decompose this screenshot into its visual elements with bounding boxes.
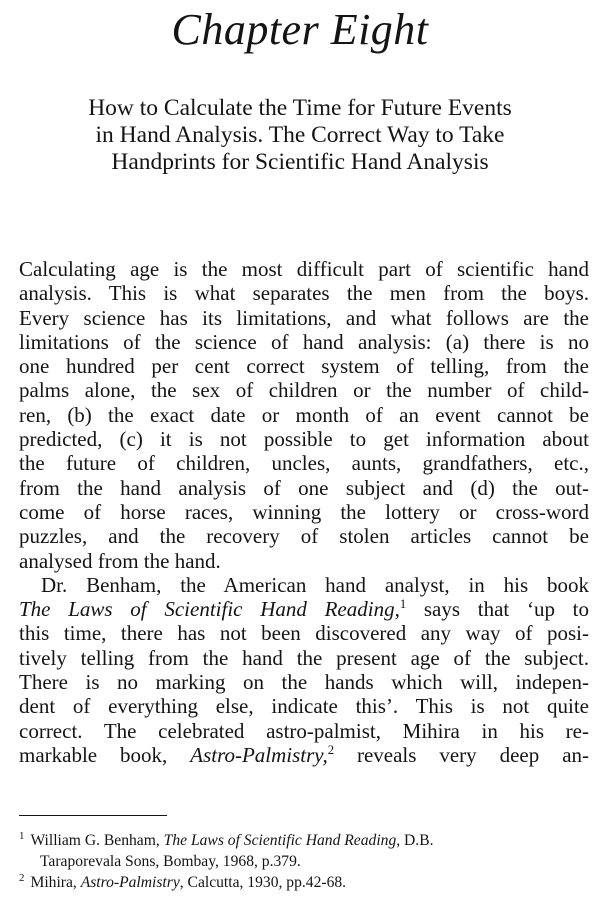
- book-title-astro-palmistry: Astro-Palmistry,: [190, 742, 328, 767]
- heading-line: Handprints for Scientific Hand Analysis: [111, 149, 489, 175]
- text-line: Dr. Benham, the American hand analyst, in his book: [41, 572, 589, 597]
- footnote-1-continued: Taraporevala Sons, Bombay, 1968, p.379.: [40, 853, 301, 870]
- text-line: correct. The celebrated astro-palmist, Mihira in his re-: [19, 718, 589, 743]
- footnote-title: Astro-Palmistry: [80, 874, 180, 891]
- text-line: this time, there has not been discovered any way of posi-: [19, 621, 589, 646]
- text-line: one hundred per cent correct system of telling, from the: [19, 354, 589, 379]
- footnote-ref-1: 1: [399, 597, 407, 612]
- footnote-author: Mihira,: [30, 874, 81, 891]
- footnote-mark: 1: [19, 829, 25, 842]
- text-line: limitations of the science of hand analysis: (a) there is no: [19, 329, 589, 354]
- text-line: predicted, (c) it is not possible to get information about: [19, 427, 589, 452]
- footnotes: [19, 830, 589, 893]
- body-text: [19, 257, 589, 767]
- chapter-heading: [20, 95, 580, 176]
- text-line: analysis. This is what separates the men from the boys.: [19, 281, 589, 306]
- footnote-text: , Calcutta, 1930, pp.42-68.: [179, 874, 347, 891]
- footnote-ref-2: 2: [327, 742, 335, 757]
- text-line: [19, 597, 589, 621]
- footnote-title: The Laws of Scientific Hand Reading: [163, 832, 397, 849]
- text-line: There is no marking on the hands which will, indepen-: [19, 670, 589, 695]
- text-line: from the hand analysis of one subject and (d) the out-: [19, 475, 589, 500]
- chapter-title: Chapter Eight: [171, 5, 429, 54]
- paragraph-2: [19, 573, 589, 767]
- heading-line: How to Calculate the Time for Future Events: [88, 95, 512, 121]
- footnote-text: , D.B.: [396, 832, 434, 849]
- text-fragment: says that ‘up to: [406, 597, 590, 622]
- text-fragment: markable book,: [19, 742, 191, 767]
- text-line: analysed from the hand.: [19, 548, 221, 573]
- text-line: Every science has its limitations, and what follows are the: [19, 305, 589, 330]
- footnote-author: William G. Benham,: [30, 832, 164, 849]
- footnote-2: [19, 872, 589, 893]
- text-line: the future of children, uncles, aunts, grandfathers, etc.,: [19, 451, 589, 476]
- footnote-1: [19, 830, 589, 851]
- text-line: puzzles, and the recovery of stolen articles cannot be: [19, 524, 589, 549]
- paragraph-1: [19, 257, 589, 573]
- text-line: ren, (b) the exact date or month of an event cannot be: [19, 402, 589, 427]
- text-line: dent of everything else, indicate this’. This is not quite: [19, 694, 589, 719]
- text-fragment: reveals very deep an-: [334, 742, 590, 767]
- book-title-benham: The Laws of Scientific Hand Reading,: [19, 597, 400, 622]
- footnote-mark: 2: [19, 871, 25, 884]
- heading-line: in Hand Analysis. The Correct Way to Take: [95, 122, 505, 148]
- text-line: [19, 743, 589, 767]
- text-line: tively telling from the hand the present age of the subject.: [19, 645, 589, 670]
- text-line: palms alone, the sex of children or the number of child-: [19, 378, 589, 403]
- text-line: Calculating age is the most difficult part of scientific hand: [19, 257, 589, 281]
- footnote-divider: [19, 815, 167, 816]
- text-line: come of horse races, winning the lottery or cross-word: [19, 499, 589, 524]
